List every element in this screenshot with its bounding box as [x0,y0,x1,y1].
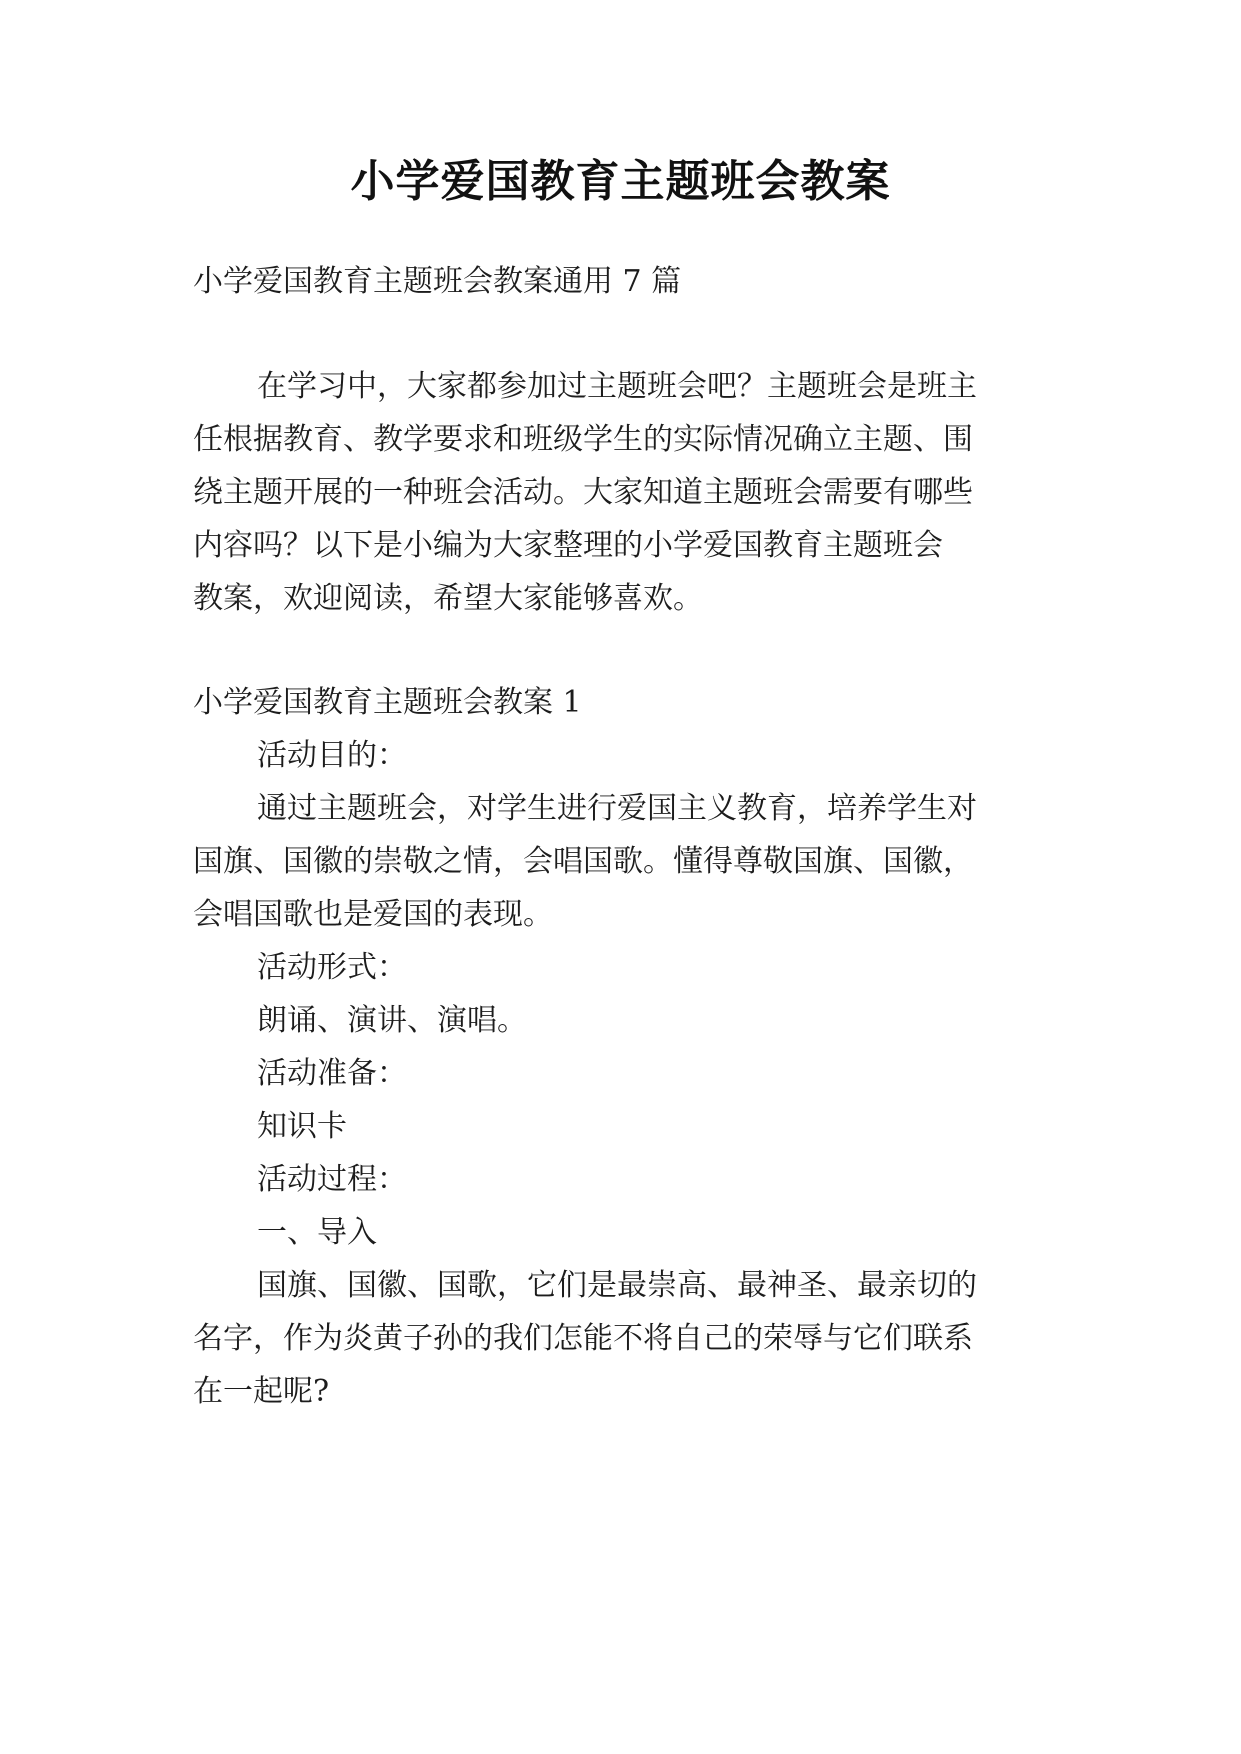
document-subtitle: 小学爱国教育主题班会教案通用 7 篇 [193,264,682,299]
step1-line-2: 名字，作为炎黄子孙的我们怎能不将自己的荣辱与它们联系 [193,1321,973,1356]
form-text: 朗诵、演讲、演唱。 [257,1003,527,1038]
form-label: 活动形式： [257,950,407,985]
purpose-line-2: 国旗、国徽的崇敬之情，会唱国歌。懂得尊敬国旗、国徽， [193,844,973,879]
prep-text: 知识卡 [257,1109,347,1144]
intro-line-4: 内容吗？以下是小编为大家整理的小学爱国教育主题班会 [193,528,943,563]
process-label: 活动过程： [257,1162,407,1197]
intro-line-2: 任根据教育、教学要求和班级学生的实际情况确立主题、围 [193,422,973,457]
intro-line-1: 在学习中，大家都参加过主题班会吧？主题班会是班主 [257,369,977,404]
section-heading: 小学爱国教育主题班会教案 1 [193,685,582,720]
step1-line-1: 国旗、国徽、国歌，它们是最崇高、最神圣、最亲切的 [257,1268,977,1303]
document-title: 小学爱国教育主题班会教案 [350,156,891,207]
purpose-line-3: 会唱国歌也是爱国的表现。 [193,897,553,932]
purpose-label: 活动目的： [257,738,407,773]
step1-line-3: 在一起呢? [193,1374,330,1409]
step1-label: 一、导入 [257,1215,377,1250]
prep-label: 活动准备： [257,1056,407,1091]
purpose-line-1: 通过主题班会，对学生进行爱国主义教育，培养学生对 [257,791,977,826]
intro-line-3: 绕主题开展的一种班会活动。大家知道主题班会需要有哪些 [193,475,973,510]
intro-line-5: 教案，欢迎阅读，希望大家能够喜欢。 [193,581,703,616]
